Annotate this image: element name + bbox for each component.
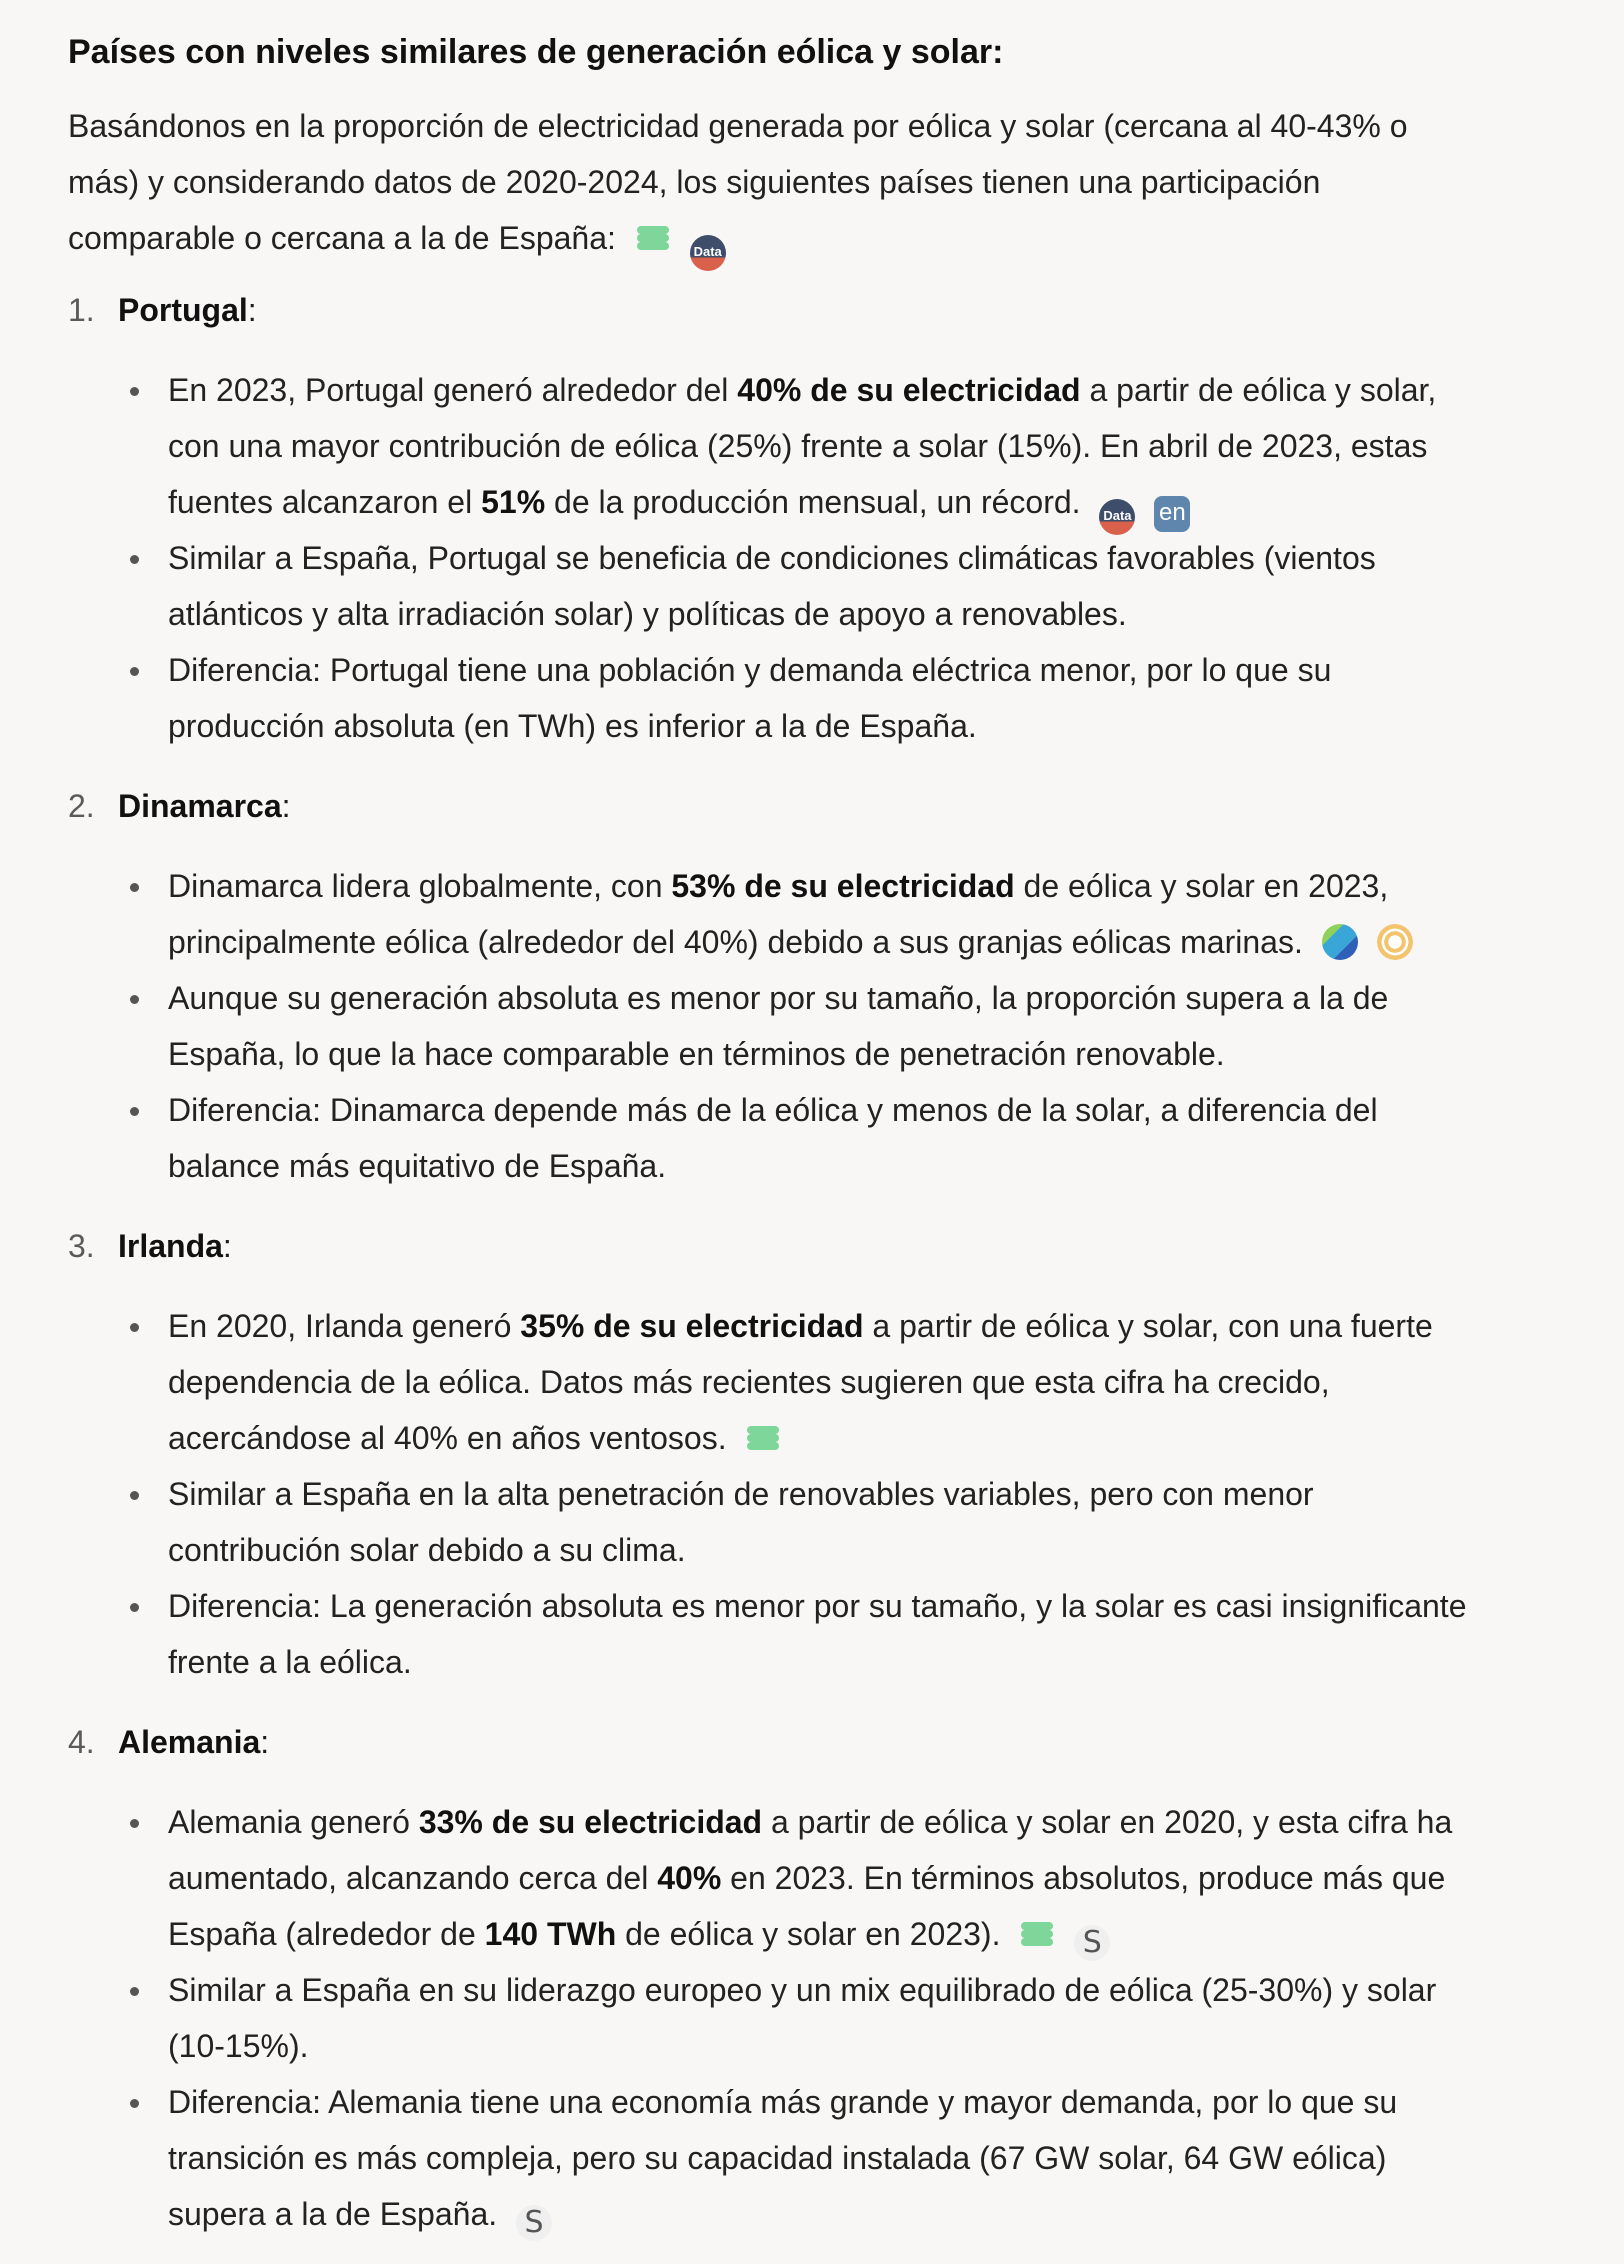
- list-item: En 2023, Portugal generó alrededor del 40% de su electricidad a partir de eólica y solar, con una mayor contribución de eólica (25%) frente a solar (15%). En abril de 2023, estas fuentes alcanzaron el 51% de la producción mensual, un récord. Data en: [168, 362, 1608, 535]
- list-item: Alemania generó 33% de su electricidad a partir de eólica y solar en 2020, y esta cifra ha aumentado, alcanzando cerca del 40% en 2023. En términos absolutos, produce más que España (alrededor de 140 TWh de eólica y solar en 2023). S: [168, 1794, 1608, 1962]
- globe-icon[interactable]: [1322, 924, 1358, 960]
- list-item-dinamarca: 2. Dinamarca:: [68, 788, 291, 824]
- list-item: Similar a España en su liderazgo europeo y un mix equilibrado de eólica (25-30%) y solar (10-15%).: [168, 1962, 1608, 2074]
- list-item: Dinamarca lidera globalmente, con 53% de su electricidad de eólica y solar en 2023, principalmente eólica (alrededor del 40%) debido a sus granjas eólicas marinas.: [168, 858, 1608, 970]
- list-item: Similar a España, Portugal se beneficia de condiciones climáticas favorables (vientos atlánticos y alta irradiación solar) y políticas de apoyo a renovables.: [168, 530, 1608, 642]
- data-icon[interactable]: Data: [1099, 499, 1135, 535]
- data-icon[interactable]: Data: [690, 235, 726, 271]
- list-item-alemania: 4. Alemania:: [68, 1724, 270, 1760]
- en-icon[interactable]: en: [1154, 496, 1190, 532]
- list-item: Similar a España en la alta penetración de renovables variables, pero con menor contribución solar debido a su clima.: [168, 1466, 1608, 1578]
- list-item: Diferencia: La generación absoluta es menor por su tamaño, y la solar es casi insignificante frente a la eólica.: [168, 1578, 1608, 1690]
- list-item: Diferencia: Dinamarca depende más de la eólica y menos de la solar, a diferencia del balance más equitativo de España.: [168, 1082, 1608, 1194]
- stack-icon[interactable]: [745, 1420, 781, 1456]
- list-item: Aunque su generación absoluta es menor por su tamaño, la proporción supera a la de España, lo que la hace comparable en términos de penetración renovable.: [168, 970, 1608, 1082]
- s-icon[interactable]: S: [1074, 1925, 1110, 1961]
- stack-icon[interactable]: [1019, 1916, 1055, 1952]
- list-item-portugal: 1. Portugal:: [68, 292, 257, 328]
- list-item: En 2020, Irlanda generó 35% de su electricidad a partir de eólica y solar, con una fuerte dependencia de la eólica. Datos más recientes sugieren que esta cifra ha crecido, acercándose al 40% en años ventosos.: [168, 1298, 1608, 1466]
- intro-paragraph: Basándonos en la proporción de electricidad generada por eólica y solar (cercana al 40-43% o más) y considerando datos de 2020-2024, los siguientes países tienen una participación comparable o cercana a la de España: Data: [68, 98, 1548, 271]
- section-heading: Países con niveles similares de generación eólica y solar:: [68, 33, 1004, 71]
- s-icon[interactable]: S: [516, 2205, 552, 2241]
- list-item: Diferencia: Alemania tiene una economía más grande y mayor demanda, por lo que su transición es más compleja, pero su capacidad instalada (67 GW solar, 64 GW eólica) supera a la de España. S: [168, 2074, 1608, 2242]
- list-item-irlanda: 3. Irlanda:: [68, 1228, 232, 1264]
- stack-icon[interactable]: [635, 220, 671, 256]
- sun-icon[interactable]: [1377, 924, 1413, 960]
- list-item: Diferencia: Portugal tiene una población y demanda eléctrica menor, por lo que su producción absoluta (en TWh) es inferior a la de España.: [168, 642, 1608, 754]
